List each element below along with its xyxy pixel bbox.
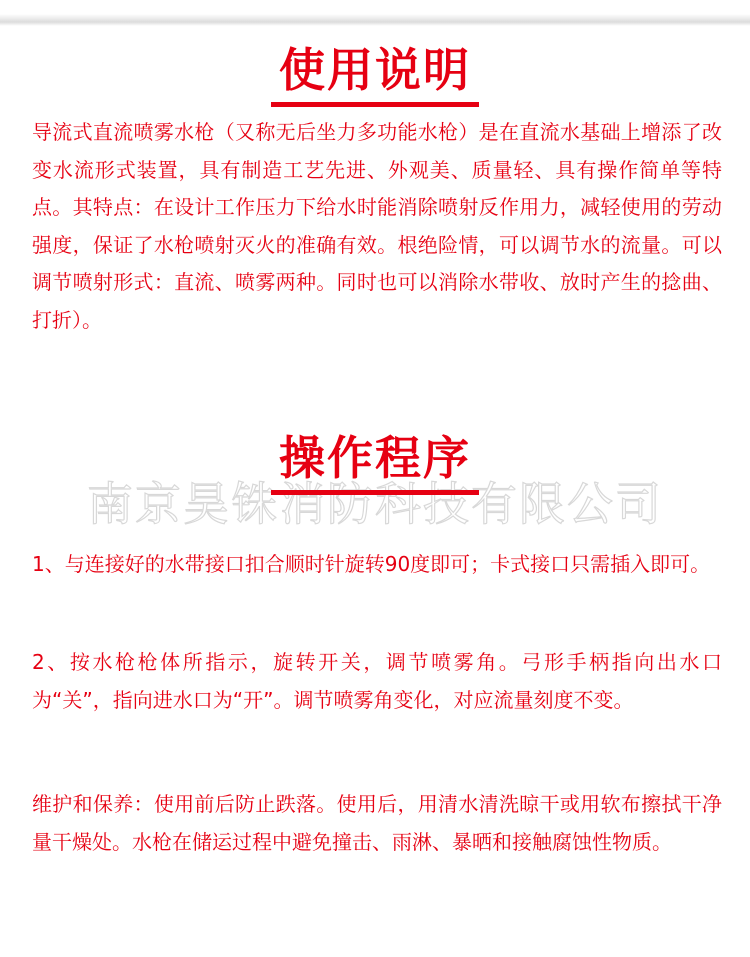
usage-heading: 使用说明 [271,44,479,107]
procedure-heading: 操作程序 [271,432,479,495]
maintenance-text: 维护和保养：使用前后防止跌落。使用后，用清水清洗晾干或用软布擦拭干净量干燥处。水枪在储运过程中避免撞击、雨淋、暴晒和接触腐蚀性物质。 [32,792,722,854]
procedure-step-2: 2、按水枪枪体所指示，旋转开关，调节喷雾角。弓形手柄指向出水口为“关”，指向进水口为“开”。调节喷雾角变化，对应流量刻度不变。 [32,650,722,712]
top-divider [0,0,750,26]
procedure-heading-wrap [0,432,750,495]
procedure-step-1: 1、与连接好的水带接口扣合顺时针旋转90度即可；卡式接口只需插入即可。 [32,552,711,576]
usage-heading-wrap [0,44,750,107]
company-watermark: 南京昊铢消防科技有限公司 [87,477,663,531]
usage-description: 导流式直流喷雾水枪（又称无后坐力多功能水枪）是在直流水基础上增添了改变水流形式装置，具有制造工艺先进、外观美、质量轻、具有操作简单等特点。其特点：在设计工作压力下给水时能消除喷射反作用力，减轻使用的劳动强度，保证了水枪喷射灭火的准确有效。根绝险情，可以调节水的流量。可以调节喷射形式：直流、喷雾两种。同时也可以消除水带收、放时产生的捻曲、打折）。 [32,120,722,332]
